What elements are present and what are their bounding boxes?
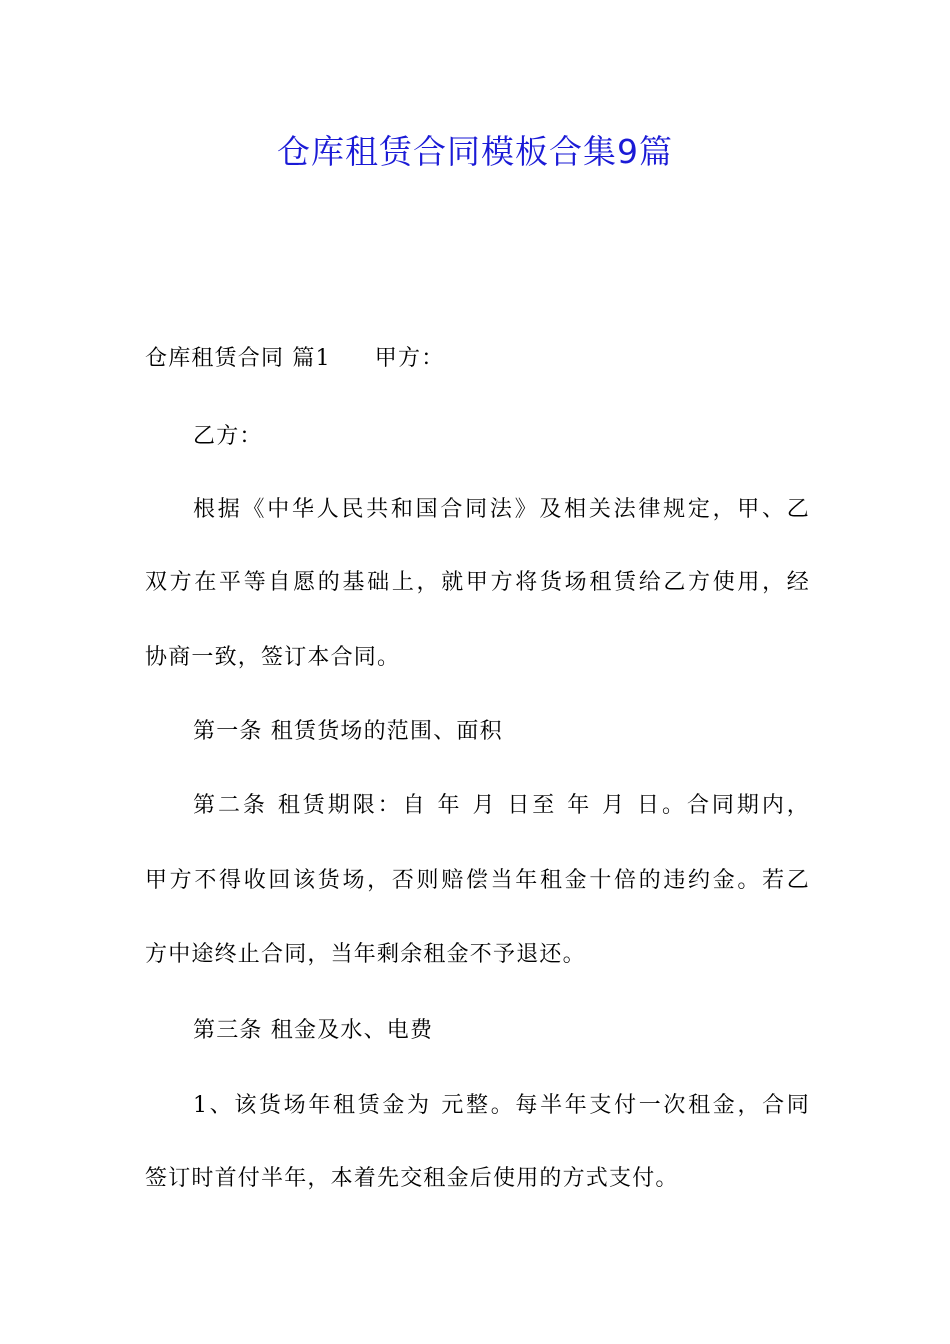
party-b-label: 乙方： (193, 424, 263, 449)
paragraph-line: 方中途终止合同，当年剩余租金不予退还。 (145, 942, 586, 967)
article-3-heading: 第三条 租金及水、电费 (193, 1018, 434, 1043)
paragraph-line: 签订时首付半年，本着先交租金后使用的方式支付。 (145, 1166, 679, 1191)
paragraph-line: 甲方不得收回该货场，否则赔偿当年租金十倍的违约金。若乙 (145, 868, 810, 893)
paragraph-line: 第二条 租赁期限：自 年 月 日至 年 月 日。合同期内， (193, 793, 810, 818)
paragraph-line: 协商一致，签订本合同。 (145, 645, 401, 670)
paragraph-line: 根据《中华人民共和国合同法》及相关法律规定，甲、乙 (193, 497, 810, 522)
section-heading-line (145, 343, 810, 375)
article-1-heading: 第一条 租赁货场的范围、面积 (193, 719, 503, 744)
document-title: 仓库租赁合同模板合集9篇 (277, 132, 673, 171)
paragraph-line: 双方在平等自愿的基础上，就甲方将货场租赁给乙方使用，经 (145, 570, 810, 595)
paragraph-line: 1、该货场年租赁金为 元整。每半年支付一次租金，合同 (193, 1093, 810, 1118)
party-a-label: 甲方： (374, 346, 445, 371)
section-heading: 仓库租赁合同 篇1 (145, 346, 331, 371)
